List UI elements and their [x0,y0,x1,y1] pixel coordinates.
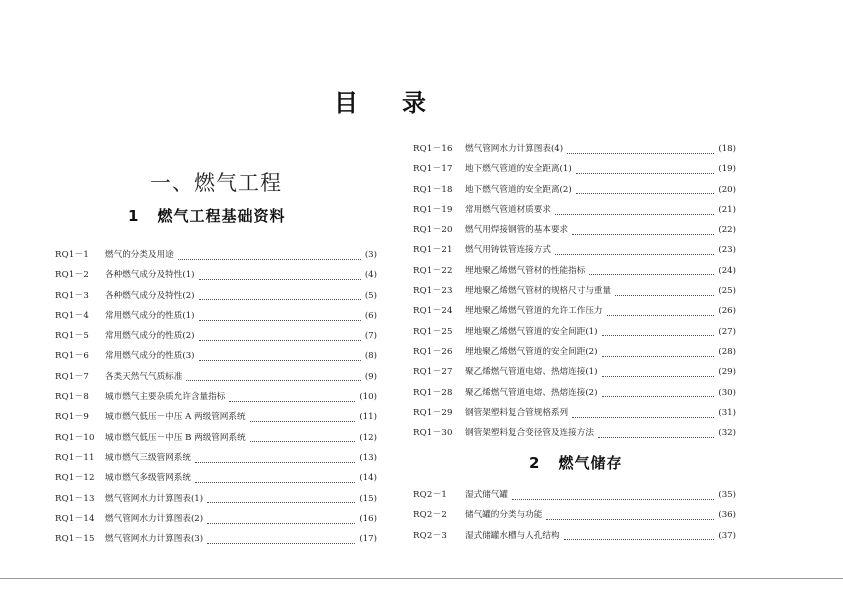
toc-entry-code: RQ1－29 [413,407,453,418]
toc-entry-page: (22) [718,225,736,236]
toc-entry[interactable] [55,512,377,532]
toc-leader-dots [567,153,714,154]
toc-entry[interactable] [413,142,736,162]
toc-entry-code: RQ1－6 [55,351,90,362]
toc-entry-title: 埋地聚乙烯燃气管道的允许工作压力 [465,306,603,317]
toc-entry-page: (23) [718,245,736,256]
toc-leader-dots [250,421,356,422]
toc-entry-code: RQ1－15 [55,534,95,545]
toc-leader-dots [186,380,360,381]
toc-entry-code: RQ1－17 [413,164,453,175]
toc-leader-dots [195,482,355,483]
toc-entry[interactable] [413,426,736,446]
toc-leader-dots [589,274,714,275]
toc-entry-code: RQ1－30 [413,428,453,439]
toc-entry-page: (21) [718,204,736,215]
toc-entry[interactable] [55,471,377,491]
toc-entry-page: (8) [364,351,377,362]
toc-leader-dots [555,214,714,215]
toc-entry-title: 聚乙烯燃气管道电熔、热熔连接(1) [465,367,598,378]
toc-leader-dots [572,234,714,235]
toc-entry-title: 埋地聚乙烯燃气管道的安全间距(2) [465,346,598,357]
toc-entry-title: 各种燃气成分及特性(2) [105,290,195,301]
toc-entry[interactable] [413,162,736,182]
toc-leader-dots [207,543,355,544]
toc-entry[interactable] [55,268,377,288]
toc-entry[interactable] [413,223,736,243]
toc-entry-title: 储气罐的分类与功能 [465,510,543,521]
toc-entry[interactable] [55,431,377,451]
toc-entry-page: (25) [718,286,736,297]
toc-entry-page: (37) [718,530,736,541]
toc-leader-dots [207,502,355,503]
toc-leader-dots [199,320,361,321]
toc-leader-dots [199,340,361,341]
toc-entry-title: 燃气管网水力计算图表(3) [105,534,204,545]
toc-entry-page: (10) [359,392,377,403]
toc-entry-page: (20) [718,184,736,195]
toc-entry-title: 燃气管网水力计算图表(2) [105,513,204,524]
toc-entry-title: 埋地聚乙烯燃气管材的规格尺寸与重量 [465,286,612,297]
toc-entry[interactable] [413,325,736,345]
toc-entry[interactable] [55,532,377,552]
bottom-rule [0,578,843,579]
toc-entry[interactable] [55,349,377,369]
toc-entry-page: (9) [364,371,377,382]
toc-entry-page: (26) [718,306,736,317]
toc-entry-title: 聚乙烯燃气管道电熔、热熔连接(2) [465,387,598,398]
toc-entry[interactable] [413,488,736,508]
toc-entry-title: 常用燃气成分的性质(3) [105,351,195,362]
toc-leader-dots [555,254,714,255]
toc-entry-code: RQ1－22 [413,265,453,276]
section-number: 1 [128,207,140,225]
toc-entry[interactable] [55,451,377,471]
toc-leader-dots [178,259,361,260]
toc-entry-code: RQ1－12 [55,473,95,484]
toc-entry-page: (18) [718,144,736,154]
toc-leader-dots [207,523,355,524]
toc-entry-code: RQ1－10 [55,432,95,443]
toc-entry[interactable] [55,248,377,268]
part-heading: 一、燃气工程 [150,171,282,195]
toc-entry-code: RQ1－25 [413,326,453,337]
toc-entry-title: 燃气管网水力计算图表(4) [465,144,564,154]
toc-entry[interactable] [413,345,736,365]
toc-leader-dots [250,441,356,442]
toc-entry-code: RQ1－28 [413,387,453,398]
toc-entry[interactable] [55,289,377,309]
toc-entry-title: 城市燃气低压－中压 A 两级管网系统 [105,412,246,423]
toc-entry[interactable] [55,329,377,349]
section-title: 燃气工程基础资料 [157,207,286,225]
toc-entry[interactable] [413,529,736,549]
toc-entry-title: 城市燃气三级管网系统 [105,452,191,463]
toc-entry-page: (14) [359,473,377,484]
toc-leader-dots [576,193,715,194]
toc-entry[interactable] [413,203,736,223]
toc-entry-code: RQ1－27 [413,367,453,378]
toc-entry-page: (30) [718,387,736,398]
section-title: 燃气储存 [558,454,623,472]
toc-leader-dots [602,356,715,357]
toc-leader-dots [512,499,714,500]
toc-entry-title: 各种燃气成分及特性(1) [105,270,195,281]
toc-entry-title: 燃气用焊接钢管的基本要求 [465,225,569,236]
toc-entry-page: (17) [359,534,377,545]
toc-entry[interactable] [55,390,377,410]
toc-entry-title: 地下燃气管道的安全距离(1) [465,164,572,175]
toc-entry-code: RQ1－1 [55,250,90,260]
toc-entry-code: RQ1－19 [413,204,453,215]
toc-entry-title: 埋地聚乙烯燃气管道的安全间距(1) [465,326,598,337]
toc-entry-page: (36) [718,510,736,521]
toc-entry-title: 钢管架塑料复合变径管及连接方法 [465,428,594,439]
section-heading-2 [529,452,622,473]
toc-entry-code: RQ1－8 [55,392,90,403]
toc-entry-page: (24) [718,265,736,276]
toc-entry-page: (32) [718,428,736,439]
toc-list-section-2 [413,488,736,549]
toc-entry-page: (13) [359,452,377,463]
toc-entry-page: (3) [364,250,377,260]
toc-entry-page: (35) [718,490,736,500]
toc-entry-page: (31) [718,407,736,418]
page-title: 目 录 [334,89,436,117]
toc-leader-dots [615,295,714,296]
toc-entry[interactable] [413,183,736,203]
section-number: 2 [529,454,541,472]
toc-entry-code: RQ1－4 [55,310,90,321]
toc-leader-dots [195,462,355,463]
toc-entry-page: (16) [359,513,377,524]
toc-entry-page: (27) [718,326,736,337]
toc-entry-page: (28) [718,346,736,357]
toc-leader-dots [572,417,714,418]
toc-list-left [55,248,377,552]
toc-entry-title: 燃气的分类及用途 [105,250,174,260]
toc-entry-page: (7) [364,331,377,342]
toc-leader-dots [564,539,715,540]
toc-leader-dots [602,335,715,336]
toc-entry-title: 常用燃气成分的性质(1) [105,310,195,321]
toc-entry[interactable] [55,309,377,329]
toc-entry-code: RQ1－20 [413,225,453,236]
toc-entry-page: (5) [364,290,377,301]
toc-entry[interactable] [55,410,377,430]
toc-entry-code: RQ1－9 [55,412,90,423]
toc-entry[interactable] [413,365,736,385]
toc-entry-page: (4) [364,270,377,281]
toc-entry-title: 湿式储罐水槽与人孔结构 [465,530,560,541]
toc-entry-page: (19) [718,164,736,175]
toc-entry-code: RQ2－2 [413,510,448,521]
toc-entry-code: RQ1－7 [55,371,90,382]
toc-entry-title: 燃气管网水力计算图表(1) [105,493,204,504]
toc-entry-page: (15) [359,493,377,504]
toc-entry-title: 燃气用铸铁管连接方式 [465,245,551,256]
toc-leader-dots [229,401,355,402]
toc-entry[interactable] [413,386,736,406]
toc-entry-code: RQ1－13 [55,493,95,504]
toc-entry-code: RQ1－14 [55,513,95,524]
toc-entry-page: (11) [359,412,377,423]
toc-entry-title: 地下燃气管道的安全距离(2) [465,184,572,195]
toc-leader-dots [607,315,715,316]
toc-entry-title: 各类天然气气质标准 [105,371,183,382]
toc-leader-dots [199,279,361,280]
toc-leader-dots [598,437,714,438]
toc-entry[interactable] [413,284,736,304]
toc-leader-dots [602,396,715,397]
toc-leader-dots [602,376,715,377]
toc-entry-code: RQ1－26 [413,346,453,357]
toc-entry-title: 常用燃气成分的性质(2) [105,331,195,342]
toc-entry-title: 城市燃气多级管网系统 [105,473,191,484]
toc-entry[interactable] [413,406,736,426]
toc-entry[interactable] [413,304,736,324]
toc-entry[interactable] [55,370,377,390]
toc-leader-dots [576,173,715,174]
toc-entry-page: (12) [359,432,377,443]
toc-entry-title: 城市燃气主要杂质允许含量指标 [105,392,226,403]
toc-entry-code: RQ1－21 [413,245,453,256]
toc-entry-page: (29) [718,367,736,378]
toc-entry[interactable] [413,243,736,263]
toc-entry-title: 钢管架塑料复合管规格系列 [465,407,569,418]
toc-entry-title: 湿式储气罐 [465,490,508,500]
toc-leader-dots [199,299,361,300]
toc-list-right [413,142,736,446]
toc-entry-title: 常用燃气管道材质要求 [465,204,551,215]
toc-entry-code: RQ1－18 [413,184,453,195]
toc-entry-code: RQ1－3 [55,290,90,301]
toc-leader-dots [546,519,714,520]
toc-entry-code: RQ1－23 [413,286,453,297]
toc-entry[interactable] [413,264,736,284]
toc-entry-code: RQ1－2 [55,270,90,281]
toc-entry-code: RQ1－5 [55,331,90,342]
toc-entry-code: RQ2－1 [413,490,448,500]
toc-leader-dots [199,360,361,361]
toc-entry[interactable] [55,492,377,512]
section-heading-1 [128,205,285,226]
toc-entry[interactable] [413,508,736,528]
toc-entry-code: RQ1－16 [413,144,453,154]
toc-entry-code: RQ1－11 [55,452,95,463]
toc-entry-code: RQ1－24 [413,306,453,317]
toc-entry-title: 城市燃气低压－中压 B 两级管网系统 [105,432,246,443]
toc-entry-title: 埋地聚乙烯燃气管材的性能指标 [465,265,586,276]
toc-entry-page: (6) [364,310,377,321]
toc-entry-code: RQ2－3 [413,530,448,541]
